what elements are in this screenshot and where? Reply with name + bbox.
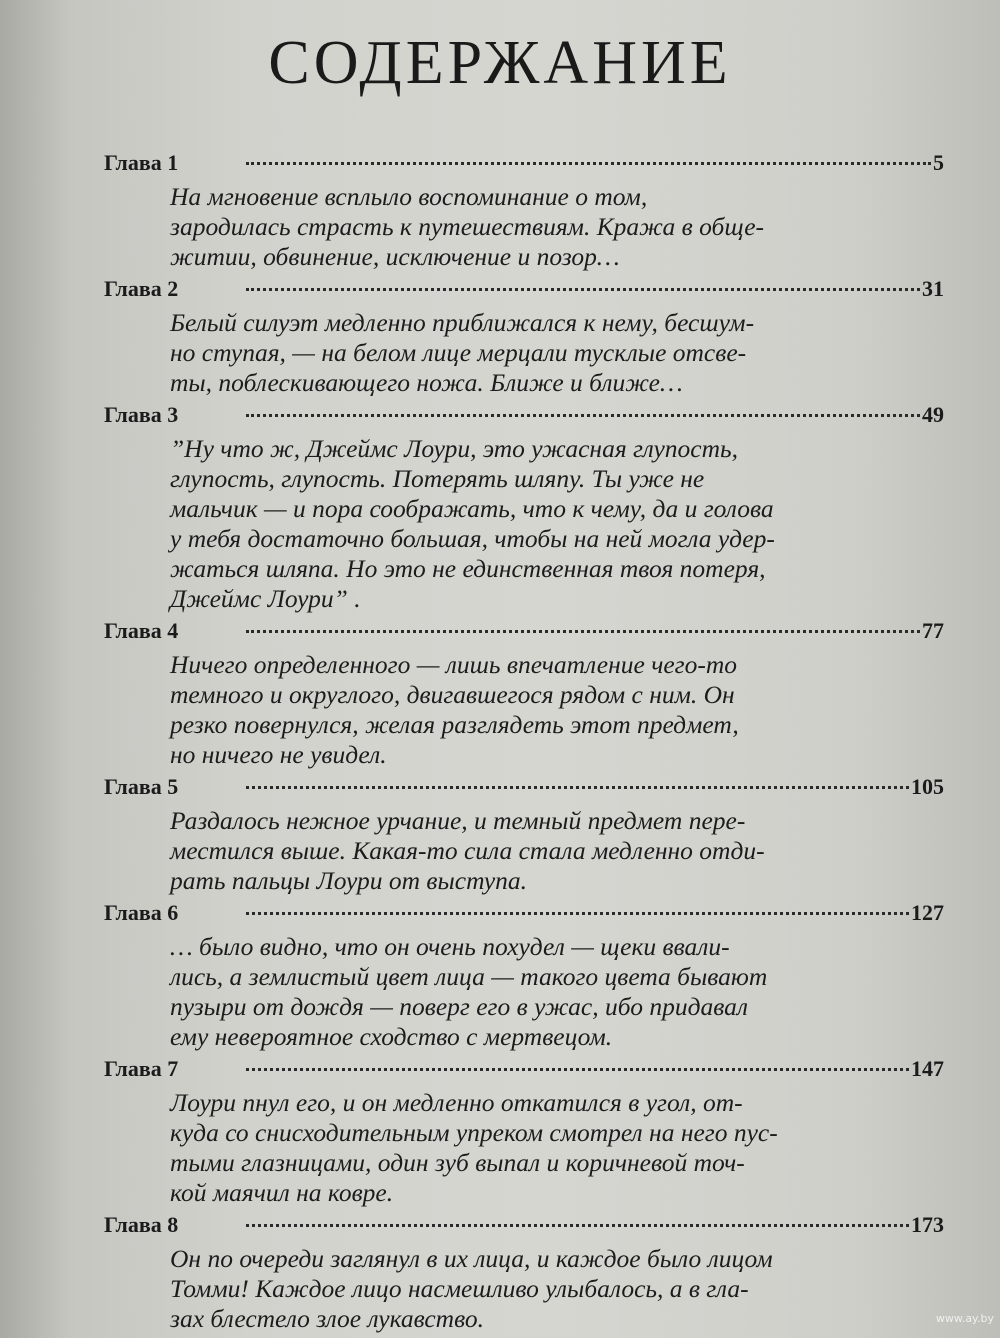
summary-line: Он по очереди заглянул в их лица, и каждое было лицом (170, 1244, 773, 1273)
summary-line: Лоури пнул его, и он медленно откатился в угол, от- (170, 1088, 743, 1117)
chapter-summary (170, 932, 890, 1052)
summary-line: резко повернулся, желая разглядеть этот предмет, (170, 710, 739, 739)
chapter-summary (170, 1088, 890, 1208)
summary-line: лись, а землистый цвет лица — такого цвета бывают (170, 962, 768, 991)
toc-entry (104, 1212, 944, 1334)
toc-entry-heading (104, 276, 944, 308)
summary-line: … было видно, что он очень похудел — щеки ввали- (170, 932, 730, 961)
page-number: 77 (922, 618, 944, 643)
chapter-summary (170, 434, 890, 614)
summary-line: зах блестело злое лукавство. (170, 1304, 484, 1333)
toc-entry-heading (104, 402, 944, 434)
page-title: СОДЕРЖАНИЕ (268, 29, 732, 97)
toc-entry (104, 276, 944, 398)
chapter-label: Глава 6 (104, 900, 179, 925)
chapter-label: Глава 5 (104, 774, 179, 799)
chapter-summary (170, 1244, 890, 1334)
chapter-label: Глава 3 (104, 402, 179, 427)
chapter-label: Глава 8 (104, 1212, 179, 1237)
toc-entry (104, 150, 944, 272)
summary-line: рать пальцы Лоури от выступа. (170, 866, 528, 895)
page-number: 127 (911, 900, 944, 925)
page-number: 147 (911, 1056, 944, 1081)
dot-leader (246, 630, 920, 633)
chapter-label: Глава 7 (104, 1056, 179, 1081)
page-number: 31 (922, 276, 944, 301)
toc-entry-heading (104, 774, 944, 806)
toc-entry-heading (104, 1056, 944, 1088)
summary-line: житии, обвинение, исключение и позор… (170, 242, 620, 271)
toc-entry (104, 402, 944, 614)
dot-leader (246, 1224, 909, 1227)
chapter-label: Глава 4 (104, 618, 179, 643)
toc-entry-heading (104, 1212, 944, 1244)
dot-leader (246, 786, 909, 789)
summary-line: но ничего не увидел. (170, 740, 387, 769)
dot-leader (246, 162, 931, 165)
dot-leader (246, 288, 920, 291)
chapter-summary (170, 650, 890, 770)
summary-line: у тебя достаточно большая, чтобы на ней могла удер- (170, 524, 775, 553)
chapter-label: Глава 2 (104, 276, 179, 301)
chapter-summary (170, 806, 890, 896)
summary-line: Ничего определенного — лишь впечатление чего-то (170, 650, 738, 679)
summary-line: ты, поблескивающего ножа. Ближе и ближе… (170, 368, 683, 397)
summary-line: жаться шляпа. Но это не единственная твоя потеря, (170, 554, 766, 583)
summary-line: пузыри от дождя — поверг его в ужас, ибо придавал (170, 992, 748, 1021)
summary-line: мальчик — и пора соображать, что к чему, да и голова (170, 494, 774, 523)
summary-line: глупость, глупость. Потерять шляпу. Ты уже не (170, 464, 705, 493)
summary-line: Белый силуэт медленно приближался к нему, бесшум- (170, 308, 755, 337)
dot-leader (246, 1068, 909, 1071)
toc-entry (104, 1056, 944, 1208)
chapter-summary (170, 182, 890, 272)
summary-line: куда со снисходительным упреком смотрел на него пус- (170, 1118, 778, 1147)
summary-line: тыми глазницами, один зуб выпал и коричневой точ- (170, 1148, 745, 1177)
summary-line: местился выше. Какая-то сила стала медленно отди- (170, 836, 765, 865)
table-of-contents (104, 150, 944, 1338)
page-number: 105 (911, 774, 944, 799)
dot-leader (246, 912, 909, 915)
summary-line: ”Ну что ж, Джеймс Лоури, это ужасная глупость, (170, 434, 738, 463)
toc-entry (104, 774, 944, 896)
toc-entry-heading (104, 150, 944, 182)
summary-line: зародилась страсть к путешествиям. Кража в обще- (170, 212, 765, 241)
summary-line: На мгновение всплыло воспоминание о том, (170, 182, 648, 211)
summary-line: Томми! Каждое лицо насмешливо улыбалось, а в гла- (170, 1274, 749, 1303)
page-number: 5 (933, 150, 944, 175)
summary-line: темного и округлого, двигавшегося рядом с ним. Он (170, 680, 735, 709)
chapter-summary (170, 308, 890, 398)
summary-line: кой маячил на ковре. (170, 1178, 394, 1207)
toc-entry (104, 900, 944, 1052)
summary-line: Джеймс Лоури” . (170, 584, 361, 613)
page-number: 49 (922, 402, 944, 427)
page-number: 173 (911, 1212, 944, 1237)
summary-line: Раздалось нежное урчание, и темный предмет пере- (170, 806, 746, 835)
toc-entry (104, 618, 944, 770)
dot-leader (246, 414, 920, 417)
summary-line: но ступая, — на белом лице мерцали тусклые отсве- (170, 338, 747, 367)
toc-entry-heading (104, 900, 944, 932)
toc-entry-heading (104, 618, 944, 650)
summary-line: ему невероятное сходство с мертвецом. (170, 1022, 613, 1051)
watermark: www.ay.by (935, 1312, 994, 1325)
chapter-label: Глава 1 (104, 150, 179, 175)
